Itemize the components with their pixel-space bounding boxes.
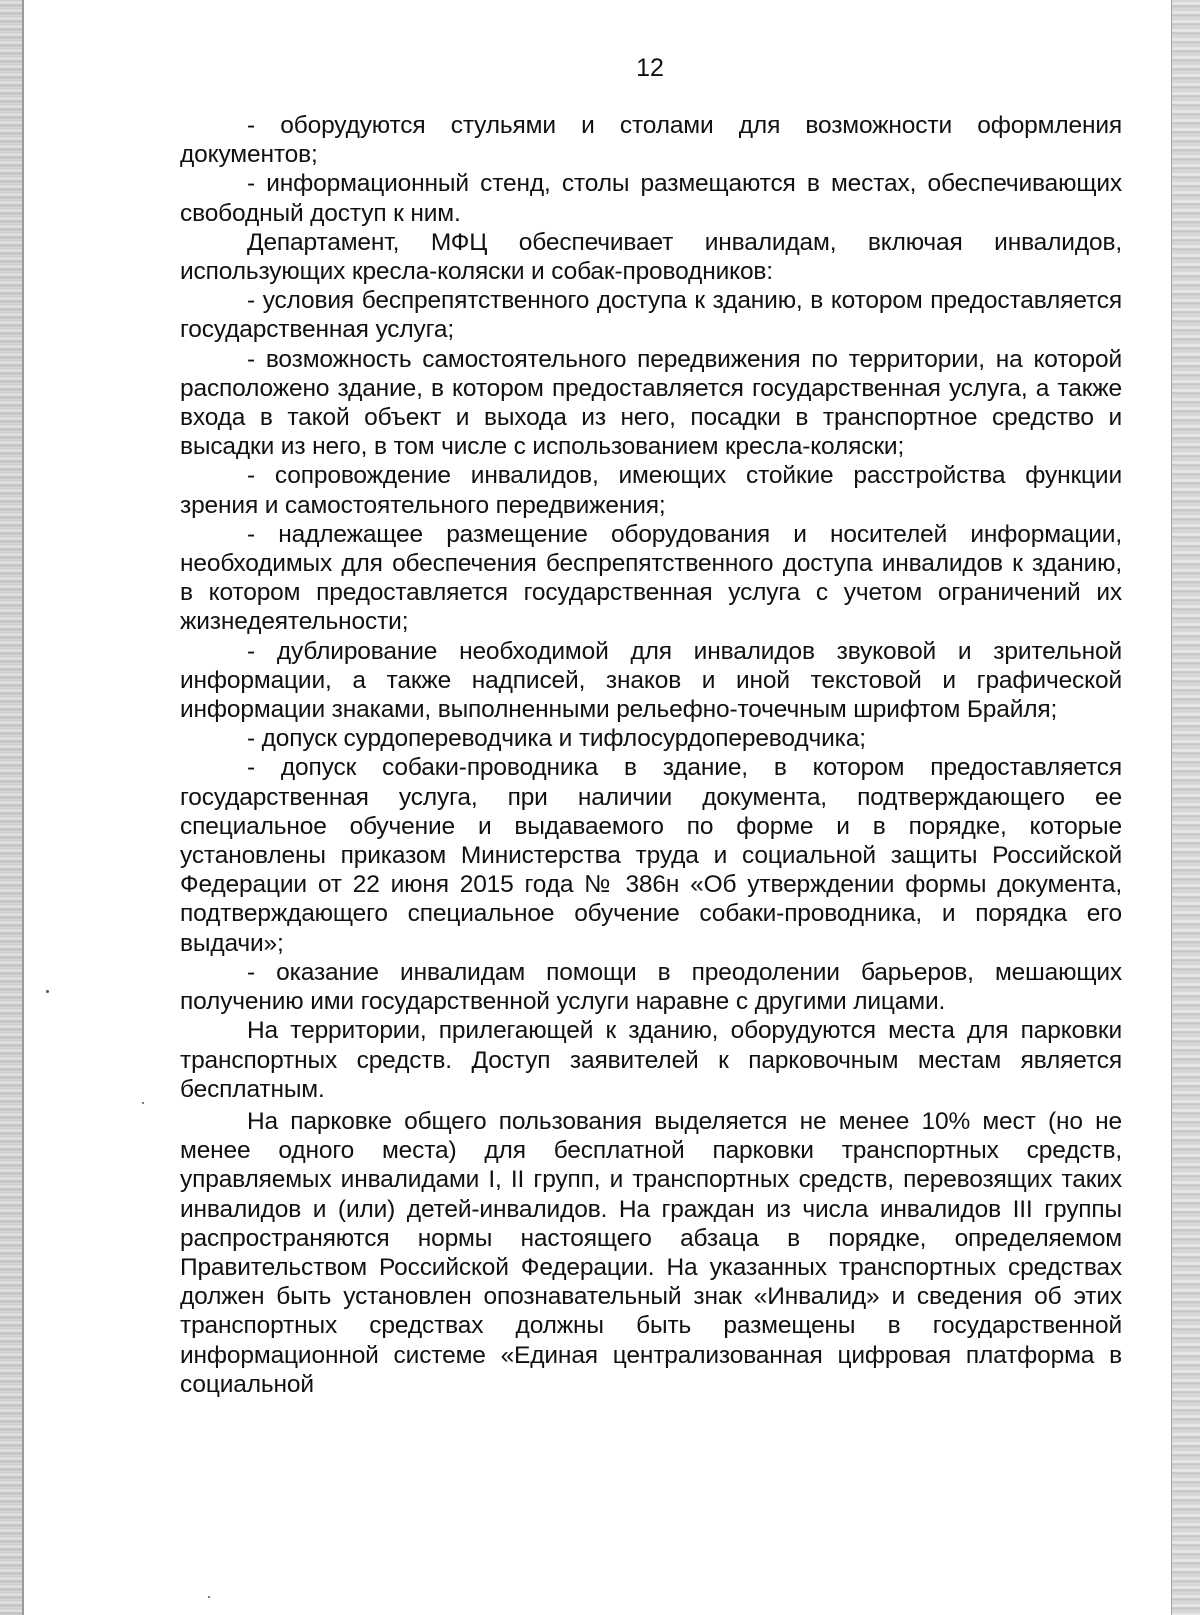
paragraph-12: На территории, прилегающей к зданию, оборудуются места для парковки транспортных средств. Доступ заявителей к парковочным местам является бесплатным.: [180, 1017, 1122, 1103]
scan-speck: [142, 1102, 144, 1104]
page-number: 12: [636, 54, 664, 82]
paragraph-9: - допуск сурдопереводчика и тифлосурдопереводчика;: [247, 725, 866, 753]
paragraph-5: - возможность самостоятельного передвижения по территории, на которой расположено здание, в котором предоставляется государственная услуга, а также входа в такой объект и выхода из него, посадки в транспортное средство и высадки из него, в том числе с использованием кресла-коляски;: [180, 345, 1122, 461]
paragraph-8: - дублирование необходимой для инвалидов звуковой и зрительной информации, а также надписей, знаков и иной текстовой и графической информации знаками, выполненными рельефно-точечным шрифтом Брайля;: [180, 637, 1122, 724]
scan-speck: [46, 990, 49, 993]
scan-edge-left: [0, 0, 22, 1615]
paragraph-7: - надлежащее размещение оборудования и носителей информации, необходимых для обеспечения беспрепятственного доступа инвалидов к зданию, в котором предоставляется государственная услуга с учетом ограничений их жизнедеятельности;: [180, 520, 1122, 636]
paragraph-1: - оборудуются стульями и столами для возможности оформления документов;: [180, 112, 1122, 169]
document-body: [180, 111, 1122, 1399]
paragraph-3: Департамент, МФЦ обеспечивает инвалидам, включая инвалидов, использующих кресла-коляски и собак-проводников:: [180, 228, 1122, 286]
paragraph-4: - условия беспрепятственного доступа к зданию, в котором предоставляется государственная услуга;: [180, 287, 1122, 344]
scan-edge-right: [1172, 0, 1200, 1615]
paragraph-2: - информационный стенд, столы размещаются в местах, обеспечивающих свободный доступ к ним.: [180, 170, 1122, 227]
paragraph-11: - оказание инвалидам помощи в преодолении барьеров, мешающих получению ими государственной услуги наравне с другими лицами.: [180, 958, 1122, 1016]
scan-speck: [208, 1596, 210, 1598]
paragraph-10: - допуск собаки-проводника в здание, в котором предоставляется государственная услуга, при наличии документа, подтверждающего ее специальное обучение и выдаваемого по форме и в порядке, которые установлены приказом Министерства труда и социальной защиты Российской Федерации от 22 июня 2015 года № 386н «Об утверждении формы документа, подтверждающего специальное обучение собаки-проводника, и порядка его выдачи»;: [180, 754, 1122, 957]
paragraph-13: На парковке общего пользования выделяется не менее 10% мест (но не менее одного места) для бесплатной парковки транспортных средств, управляемых инвалидами I, II групп, и транспортных средств, перевозящих таких инвалидов и (или) детей-инвалидов. На граждан из числа инвалидов III группы распространяются нормы настоящего абзаца в порядке, определяемом Правительством Российской Федерации. На указанных транспортных средствах должен быть установлен опознавательный знак «Инвалид» и сведения об этих транспортных средствах должны быть размещены в государственной информационной системе «Единая централизованная цифровая платформа в социальной: [180, 1107, 1122, 1398]
paragraph-6: - сопровождение инвалидов, имеющих стойкие расстройства функции зрения и самостоятельного передвижения;: [180, 462, 1122, 519]
